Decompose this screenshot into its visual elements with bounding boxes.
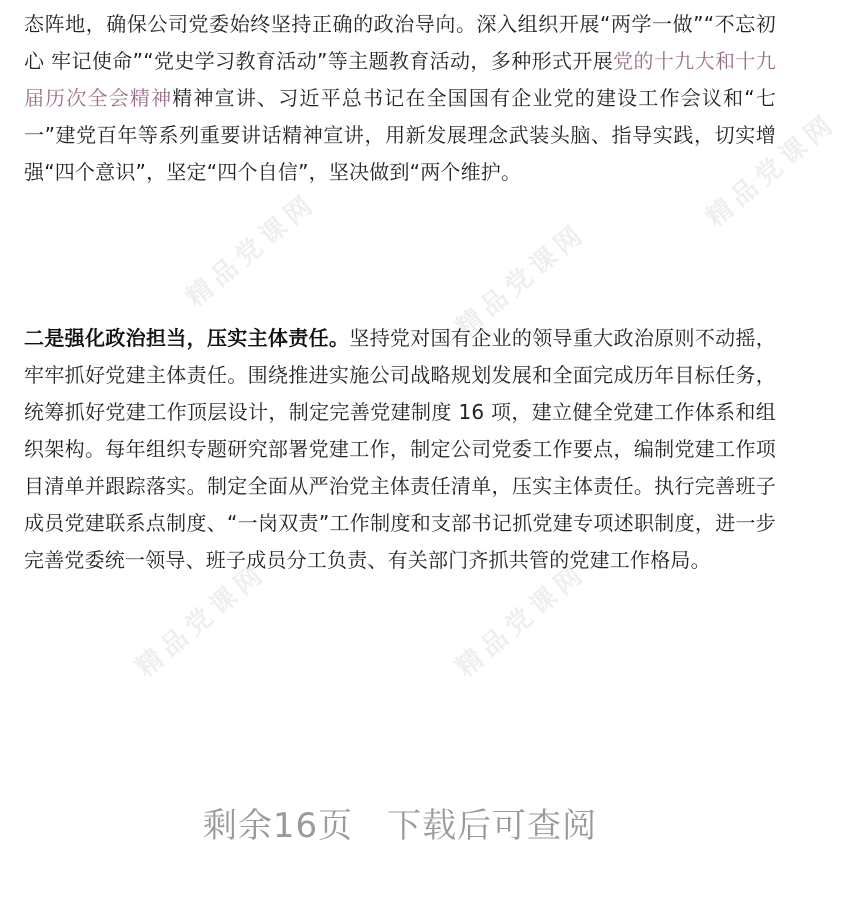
paragraph-text: 态阵地，确保公司党委始终坚持正确的政治导向。深入组织开展“两学一做”“不忘初心 牢记使命”“党史学习教育活动”等主题教育活动，多种形式开展 (24, 12, 776, 73)
watermark: 精品党课网 (180, 187, 323, 314)
watermark: 精品党课网 (450, 217, 593, 344)
paragraph-text: 精神宣讲、习近平总书记在全国国有企业党的建设工作会议和“七一”建党百年等系列重要讲话精神宣讲，用新发展理念武装头脑、指导实践，切实增强“四个意识”，坚定“四个自信”，坚决做到“两个维护。 (24, 86, 776, 184)
paragraph-political-guidance (24, 6, 776, 191)
watermark: 精品党课网 (700, 107, 843, 234)
watermark: 精品党课网 (450, 557, 593, 684)
section-lead-heading: 二是强化政治担当，压实主体责任。 (24, 326, 350, 350)
highlighted-link-text[interactable]: 党的十九大和十九届历次全会精神 (24, 49, 776, 110)
paragraph-text: 坚持党对国有企业的领导重大政治原则不动摇，牢牢抓好党建主体责任。围绕推进实施公司战略规划发展和全面完成历年目标任务，统筹抓好党建工作顶层设计，制定完善党建制度 16 项，建立健全党建工作体系和组织架构。每年组织专题研究部署党建工作，制定公司党委工作要点，编制党建工作项目清单并跟踪落实。制定全面从严治党主体责任清单，压实主体责任。执行完善班子成员党建联系点制度、“一岗双责”工作制度和支部书记抓党建专项述职制度，进一步完善党委统一领导、班子成员分工负责、有关部门齐抓共管的党建工作格局。 (24, 326, 777, 572)
download-hint: 下载后可查阅 (387, 806, 598, 846)
watermark: 精品党课网 (130, 557, 273, 684)
remaining-pages-count: 剩余16页 (202, 806, 354, 846)
paragraph-political-responsibility (24, 320, 776, 579)
remaining-pages-notice[interactable] (0, 802, 800, 850)
